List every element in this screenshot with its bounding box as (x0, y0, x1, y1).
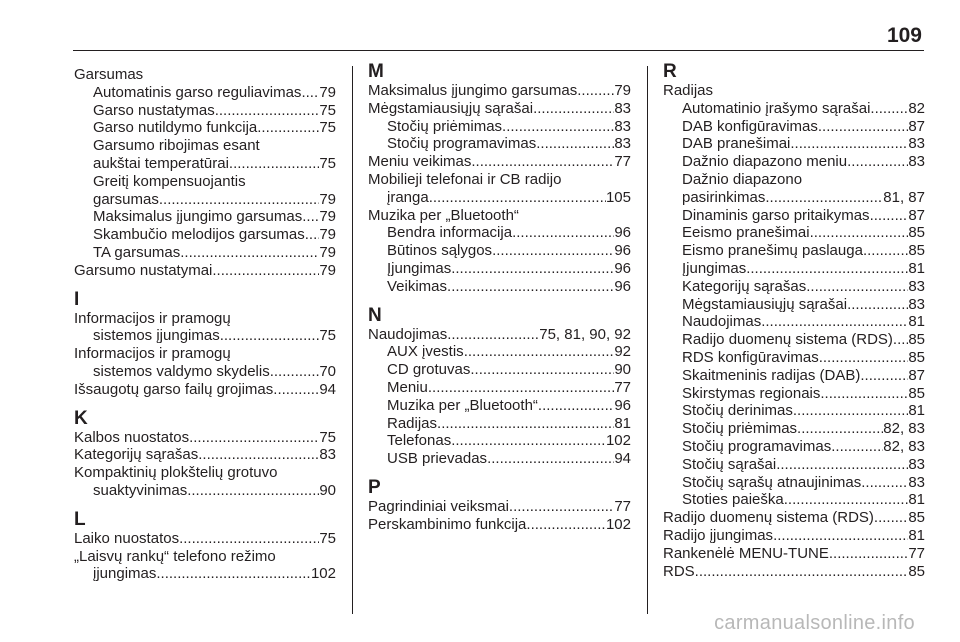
entry-label: Maksimalus įjungimo garsumas (93, 208, 303, 226)
index-entry (663, 189, 925, 207)
index-entry (368, 516, 631, 534)
dot-leader (847, 153, 908, 171)
dot-leader (806, 278, 908, 296)
entry-page-number: 83 (614, 117, 631, 135)
watermark: carmanualsonline.info (714, 612, 915, 634)
dot-leader (471, 153, 614, 171)
index-entry (368, 135, 631, 153)
dot-leader (187, 482, 319, 500)
index-entry (74, 244, 336, 262)
entry-label: Muzika per „Bluetooth“ (387, 396, 538, 414)
index-letter-heading: P (368, 476, 381, 498)
entry-label: Informacijos ir pramogų (74, 309, 231, 327)
entry-page-number: 102 (605, 432, 631, 450)
entry-label: Muzika per „Bluetooth“ (368, 206, 519, 224)
entry-label: Meniu (387, 378, 428, 396)
dot-leader (509, 498, 614, 516)
entry-page-number: 75 (319, 327, 336, 345)
index-entry (663, 296, 925, 314)
entry-page-number: 82 (908, 99, 925, 117)
entry-label: RDS konfigūravimas (682, 348, 819, 366)
index-entry (663, 420, 925, 438)
index-entry (663, 153, 925, 171)
dot-leader (159, 191, 319, 209)
index-entry (368, 498, 631, 516)
index-letter-heading: R (663, 61, 677, 82)
entry-page-number: 87 (908, 366, 925, 384)
index-entry (663, 438, 925, 456)
index-letter-heading: K (74, 407, 88, 429)
entry-label: Maksimalus įjungimo garsumas (368, 82, 578, 99)
index-entry-text (663, 82, 925, 100)
dot-leader (831, 438, 883, 456)
entry-page-number: 94 (319, 380, 336, 398)
dot-leader (464, 343, 615, 361)
entry-label: Eismo pranešimų paslauga (682, 242, 863, 260)
index-entry (368, 153, 631, 171)
entry-label: Greitį kompensuojantis (93, 172, 246, 190)
entry-label: Stočių programavimas (682, 437, 832, 455)
dot-leader (577, 82, 614, 100)
dot-leader (451, 260, 614, 278)
index-entry (74, 446, 336, 464)
dot-leader (829, 545, 908, 563)
dot-leader (156, 565, 311, 583)
index-column-1 (74, 66, 336, 583)
index-entry (74, 565, 336, 583)
page-number: 109 (886, 24, 922, 47)
index-entry (663, 527, 925, 545)
index-letter-heading: L (74, 508, 86, 530)
index-entry (74, 530, 336, 548)
index-entry (74, 102, 336, 120)
entry-label: DAB pranešimai (682, 135, 791, 153)
entry-page-number: 96 (614, 224, 631, 242)
dot-leader (765, 189, 883, 207)
entry-label: garsumas (93, 190, 159, 208)
entry-label: Garsumo nustatymai (74, 261, 213, 279)
entry-page-number: 77 (614, 378, 631, 396)
index-entry (74, 84, 336, 102)
index-entry (368, 326, 631, 344)
index-entry (368, 361, 631, 379)
index-entry-text (368, 171, 631, 189)
entry-label: Rankenėlė MENU-TUNE (663, 544, 829, 562)
entry-label: DAB konfigūravimas (682, 117, 818, 135)
dot-leader (512, 224, 614, 242)
index-entry (74, 381, 336, 399)
entry-page-number: 85 (908, 224, 925, 242)
entry-label: AUX įvestis (387, 343, 464, 361)
dot-leader (793, 402, 908, 420)
index-entry (663, 385, 925, 403)
entry-page-number: 96 (614, 277, 631, 295)
entry-page-number: 81 (908, 526, 925, 544)
index-entry (74, 226, 336, 244)
index-entry (663, 456, 925, 474)
dot-leader (492, 242, 614, 260)
entry-label: Radijas (387, 414, 438, 432)
dot-leader (179, 530, 319, 548)
entry-page-number: 87 (908, 117, 925, 135)
index-column-2 (368, 61, 631, 534)
entry-page-number: 77 (614, 153, 631, 171)
entry-page-number: 85 (908, 562, 925, 580)
index-entry (368, 242, 631, 260)
entry-page-number: 82, 83 (883, 437, 925, 455)
entry-page-number: 70 (319, 362, 336, 380)
entry-label: Skaitmeninis radijas (DAB) (682, 366, 861, 384)
index-column-3 (663, 61, 925, 580)
entry-page-number: 96 (614, 259, 631, 277)
entry-label: Stočių derinimas (682, 402, 793, 420)
entry-page-number: 85 (908, 509, 925, 527)
dot-leader (870, 207, 909, 225)
dot-leader (776, 456, 908, 474)
index-entry (368, 224, 631, 242)
entry-page-number: 77 (908, 544, 925, 562)
dot-leader (301, 84, 319, 102)
dot-leader (533, 100, 614, 118)
dot-leader (695, 563, 909, 581)
index-entry (663, 118, 925, 136)
dot-leader (447, 278, 614, 296)
index-entry (368, 118, 631, 136)
index-letter-heading: I (74, 288, 80, 310)
index-entry-text (663, 171, 925, 189)
index-entry (663, 100, 925, 118)
entry-label: Stočių sąrašai (682, 455, 777, 473)
entry-label: Telefonas (387, 432, 452, 450)
entry-page-number: 83 (614, 135, 631, 153)
index-entry (368, 415, 631, 433)
index-entry (368, 397, 631, 415)
entry-label: Pagrindiniai veiksmai (368, 497, 509, 515)
index-entry (368, 100, 631, 118)
entry-label: Radijas (663, 82, 714, 99)
entry-label: Išsaugotų garso failų grojimas (74, 380, 274, 398)
dot-leader (847, 296, 908, 314)
entry-page-number: 83 (908, 153, 925, 171)
index-entry (663, 331, 925, 349)
header-rule (73, 50, 924, 51)
entry-label: Automatinio įrašymo sąrašai (682, 99, 871, 117)
entry-label: aukštai temperatūrai (93, 154, 229, 172)
dot-leader (773, 527, 908, 545)
dot-leader (538, 397, 614, 415)
dot-leader (180, 244, 319, 262)
entry-label: Perskambinimo funkcija (368, 515, 527, 533)
entry-label: įranga (387, 188, 429, 206)
index-entry (663, 224, 925, 242)
index-entry (663, 402, 925, 420)
entry-page-number: 81 (908, 402, 925, 420)
entry-label: Būtinos sąlygos (387, 242, 493, 260)
entry-page-number: 79 (319, 243, 336, 261)
entry-page-number: 83 (319, 446, 336, 464)
entry-page-number: 79 (319, 261, 336, 279)
entry-label: Skambučio melodijos garsumas (93, 226, 305, 244)
entry-page-number: 83 (908, 277, 925, 295)
dot-leader (428, 379, 614, 397)
entry-page-number: 102 (310, 565, 336, 583)
index-entry (663, 278, 925, 296)
dot-leader (526, 516, 606, 534)
dot-leader (305, 226, 320, 244)
dot-leader (257, 119, 319, 137)
index-entry (74, 262, 336, 280)
entry-label: sistemos valdymo skydelis (93, 362, 270, 380)
dot-leader (212, 262, 319, 280)
entry-page-number: 83 (908, 473, 925, 491)
entry-page-number: 90 (614, 361, 631, 379)
dot-leader (761, 313, 908, 331)
entry-label: Radijo duomenų sistema (RDS) (682, 331, 893, 349)
index-entry (663, 563, 925, 581)
index-entry (663, 207, 925, 225)
entry-page-number: 81 (614, 414, 631, 432)
dot-leader (451, 432, 606, 450)
index-entry (74, 119, 336, 137)
entry-page-number: 83 (908, 135, 925, 153)
index-entry (663, 260, 925, 278)
entry-label: Kategorijų sąrašas (74, 446, 199, 464)
entry-page-number: 81 (908, 491, 925, 509)
entry-label: Įjungimas (387, 259, 452, 277)
entry-label: sistemos įjungimas (93, 327, 220, 345)
index-entry (663, 367, 925, 385)
entry-label: Mėgstamiausiųjų sąrašai (368, 99, 534, 117)
entry-page-number: 75 (319, 101, 336, 119)
entry-label: Garsumo ribojimas esant (93, 137, 260, 155)
entry-page-number: 87 (908, 206, 925, 224)
entry-label: Stočių priėmimas (387, 117, 503, 135)
entry-page-number: 81 (908, 259, 925, 277)
entry-page-number: 81, 87 (883, 188, 925, 206)
entry-label: Garso nustatymas (93, 101, 215, 119)
entry-label: Bendra informacija (387, 224, 513, 242)
dot-leader (302, 208, 319, 226)
entry-page-number: 102 (605, 515, 631, 533)
entry-label: Skirstymas regionais (682, 384, 821, 402)
index-entry-text (74, 345, 336, 363)
index-entry (74, 327, 336, 345)
entry-page-number: 75 (319, 119, 336, 137)
index-entry (368, 432, 631, 450)
entry-label: Kompaktinių plokštelių grotuvo (74, 464, 278, 482)
entry-page-number: 85 (908, 242, 925, 260)
index-letter-heading: N (368, 304, 382, 326)
entry-label: Veikimas (387, 277, 448, 295)
index-letter-heading: M (368, 61, 384, 82)
dot-leader (818, 118, 908, 136)
entry-page-number: 75 (319, 428, 336, 446)
entry-label: Radijo įjungimas (663, 526, 774, 544)
index-entry (663, 313, 925, 331)
entry-page-number: 94 (614, 450, 631, 468)
entry-label: Informacijos ir pramogų (74, 345, 231, 363)
dot-leader (810, 224, 909, 242)
index-entry (368, 278, 631, 296)
entry-label: Garso nutildymo funkcija (93, 119, 258, 137)
entry-page-number: 85 (908, 348, 925, 366)
index-entry (74, 429, 336, 447)
entry-page-number: 85 (908, 384, 925, 402)
entry-label: RDS (663, 562, 695, 580)
entry-label: Dinaminis garso pritaikymas (682, 206, 870, 224)
entry-label: Dažnio diapazono meniu (682, 153, 848, 171)
entry-label: Automatinis garso reguliavimas (93, 83, 302, 101)
entry-label: Naudojimas (368, 325, 448, 343)
entry-label: Įjungimas (682, 259, 747, 277)
index-entry (663, 474, 925, 492)
dot-leader (220, 327, 320, 345)
dot-leader (487, 450, 614, 468)
dot-leader (215, 102, 320, 120)
entry-label: įjungimas (93, 565, 157, 583)
dot-leader (189, 429, 319, 447)
index-entry (74, 191, 336, 209)
entry-label: Meniu veikimas (368, 153, 472, 171)
entry-page-number: 81 (908, 313, 925, 331)
index-entry (74, 208, 336, 226)
entry-label: TA garsumas (93, 243, 181, 261)
index-entry (663, 242, 925, 260)
index-entry-text (368, 207, 631, 225)
entry-page-number: 85 (908, 331, 925, 349)
entry-page-number: 96 (614, 242, 631, 260)
index-entry-text (74, 464, 336, 482)
dot-leader (502, 118, 614, 136)
index-entry-text (74, 137, 336, 155)
entry-label: Eeismo pranešimai (682, 224, 810, 242)
dot-leader (429, 189, 606, 207)
index-entry (74, 363, 336, 381)
dot-leader (437, 415, 614, 433)
dot-leader (870, 100, 908, 118)
entry-page-number: 75 (319, 154, 336, 172)
index-entry (663, 491, 925, 509)
index-entry-text (74, 548, 336, 566)
entry-label: Garsumas (74, 66, 144, 83)
index-entry (368, 260, 631, 278)
entry-label: suaktyvinimas (93, 481, 188, 499)
dot-leader (536, 135, 614, 153)
entry-page-number: 79 (319, 83, 336, 101)
index-entry-text (74, 310, 336, 328)
entry-label: Mėgstamiausiųjų sąrašai (682, 295, 848, 313)
index-entry (368, 189, 631, 207)
entry-label: Kategorijų sąrašas (682, 277, 807, 295)
column-divider (647, 66, 648, 614)
dot-leader (746, 260, 908, 278)
entry-label: Stočių sąrašų atnaujinimas (682, 473, 862, 491)
dot-leader (784, 491, 909, 509)
entry-label: Mobilieji telefonai ir CB radijo (368, 170, 562, 188)
index-entry (74, 155, 336, 173)
dot-leader (797, 420, 883, 438)
entry-page-number: 105 (605, 188, 631, 206)
entry-page-number: 79 (319, 208, 336, 226)
entry-page-number: 90 (319, 481, 336, 499)
dot-leader (447, 326, 539, 344)
dot-leader (893, 331, 908, 349)
index-entry (663, 509, 925, 527)
entry-page-number: 79 (614, 82, 631, 99)
entry-label: Dažnio diapazono (682, 170, 803, 188)
entry-page-number: 83 (908, 455, 925, 473)
entry-label: Radijo duomenų sistema (RDS) (663, 509, 874, 527)
dot-leader (273, 381, 319, 399)
entry-page-number: 92 (614, 343, 631, 361)
entry-label: pasirinkimas (682, 188, 766, 206)
index-entry (368, 82, 631, 100)
dot-leader (229, 155, 319, 173)
entry-page-number: 83 (614, 99, 631, 117)
entry-page-number: 75 (319, 529, 336, 547)
entry-label: Kalbos nuostatos (74, 428, 190, 446)
entry-page-number: 82, 83 (883, 420, 925, 438)
dot-leader (819, 349, 909, 367)
index-entry (663, 349, 925, 367)
entry-label: USB prievadas (387, 450, 488, 468)
index-entry (74, 482, 336, 500)
index-entry-text (74, 66, 336, 84)
entry-page-number: 79 (319, 226, 336, 244)
entry-label: Stoties paieška (682, 491, 784, 509)
entry-label: Laiko nuostatos (74, 529, 180, 547)
dot-leader (874, 509, 908, 527)
index-entry-text (74, 173, 336, 191)
entry-label: Naudojimas (682, 313, 762, 331)
dot-leader (270, 363, 320, 381)
index-entry (663, 135, 925, 153)
index-entry (368, 450, 631, 468)
entry-page-number: 96 (614, 396, 631, 414)
dot-leader (198, 446, 319, 464)
dot-leader (861, 474, 908, 492)
dot-leader (470, 361, 614, 379)
entry-label: CD grotuvas (387, 361, 471, 379)
entry-page-number: 75, 81, 90, 92 (539, 325, 631, 343)
entry-label: „Laisvų rankų“ telefono režimo (74, 547, 276, 565)
column-divider (352, 66, 353, 614)
index-entry (368, 379, 631, 397)
entry-label: Stočių programavimas (387, 135, 537, 153)
index-entry (368, 343, 631, 361)
dot-leader (863, 242, 908, 260)
entry-page-number: 77 (614, 497, 631, 515)
dot-leader (790, 135, 908, 153)
entry-page-number: 83 (908, 295, 925, 313)
entry-label: Stočių priėmimas (682, 420, 798, 438)
index-entry (663, 545, 925, 563)
dot-leader (820, 385, 908, 403)
entry-page-number: 79 (319, 190, 336, 208)
dot-leader (860, 367, 908, 385)
